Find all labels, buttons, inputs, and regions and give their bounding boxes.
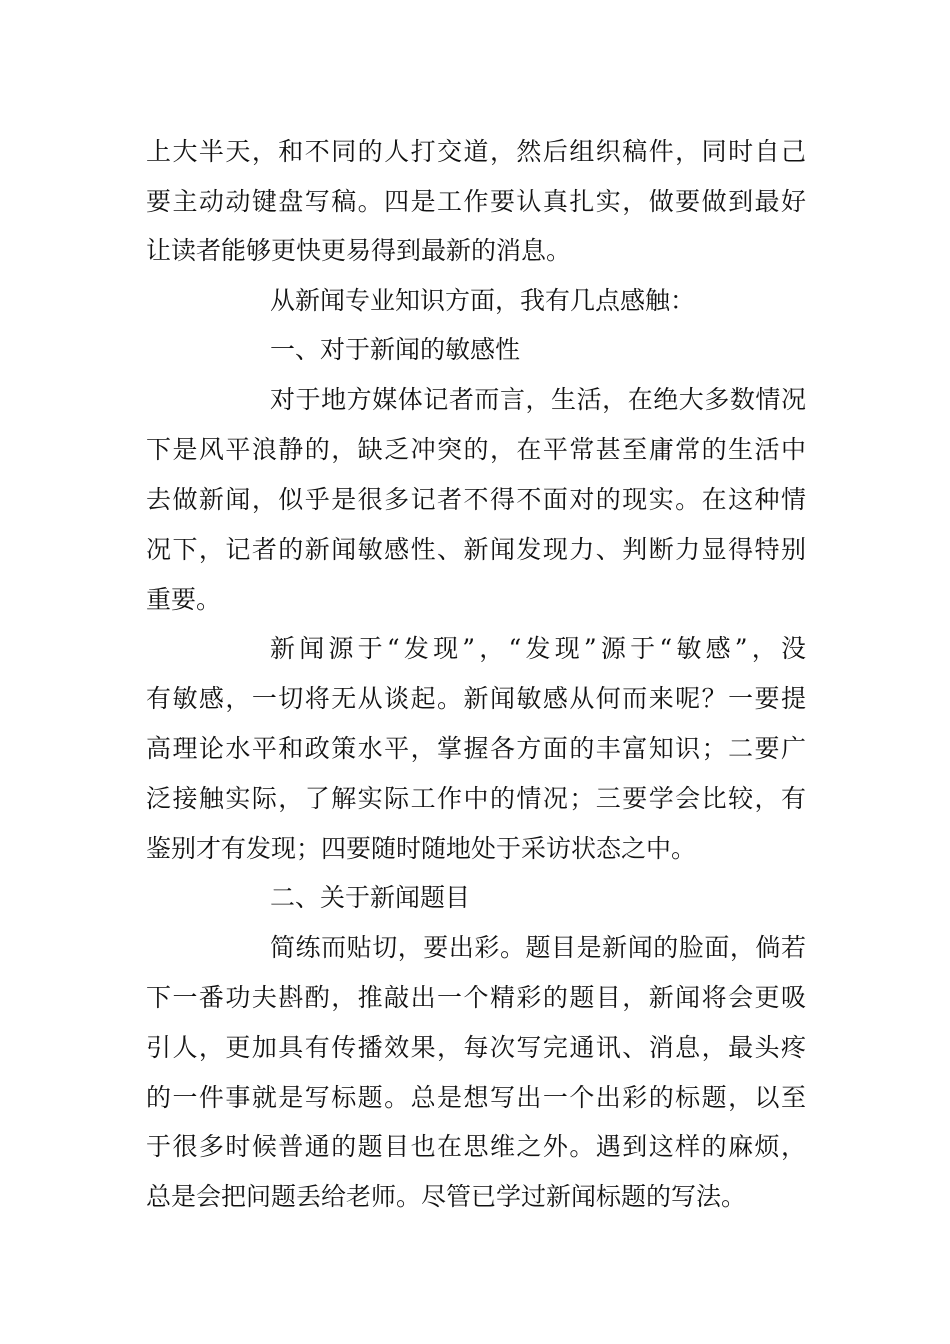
text-line: 从新闻专业知识方面，我有几点感触： xyxy=(270,286,696,315)
text-line: 新闻源于“发现”，“发现”源于“敏感”，没 xyxy=(270,634,806,663)
text-line: 简练而贴切，要出彩。题目是新闻的脸面，倘若 xyxy=(270,933,806,962)
text-line: 重要。 xyxy=(146,585,222,614)
text-line: 有敏感，一切将无从谈起。新闻敏感从何而来呢？一要提 xyxy=(146,684,806,713)
text-line: 要主动动键盘写稿。四是工作要认真扎实，做要做到最好 xyxy=(146,187,806,216)
text-line: 下是风平浪静的，缺乏冲突的，在平常甚至庸常的生活中 xyxy=(146,435,806,464)
text-line: 泛接触实际，了解实际工作中的情况；三要学会比较，有 xyxy=(146,784,806,813)
text-line: 上大半天，和不同的人打交道，然后组织稿件，同时自己 xyxy=(146,137,806,166)
text-line: 对于地方媒体记者而言，生活，在绝大多数情况 xyxy=(270,385,806,414)
section-heading: 二、关于新闻题目 xyxy=(270,883,471,912)
text-line: 鉴别才有发现；四要随时随地处于采访状态之中。 xyxy=(146,834,697,863)
text-line: 况下，记者的新闻敏感性、新闻发现力、判断力显得特别 xyxy=(146,535,806,564)
text-line: 去做新闻，似乎是很多记者不得不面对的现实。在这种情 xyxy=(146,485,806,514)
text-line: 引人，更加具有传播效果，每次写完通讯、消息，最头疼 xyxy=(146,1033,806,1062)
text-line: 让读者能够更快更易得到最新的消息。 xyxy=(146,236,572,265)
section-heading: 一、对于新闻的敏感性 xyxy=(270,335,521,364)
text-line: 的一件事就是写标题。总是想写出一个出彩的标题，以至 xyxy=(146,1083,806,1112)
text-line: 总是会把问题丢给老师。尽管已学过新闻标题的写法。 xyxy=(146,1182,747,1211)
text-line: 于很多时候普通的题目也在思维之外。遇到这样的麻烦， xyxy=(146,1132,806,1161)
text-line: 高理论水平和政策水平，掌握各方面的丰富知识；二要广 xyxy=(146,734,806,763)
text-line: 下一番功夫斟酌，推敲出一个精彩的题目，新闻将会更吸 xyxy=(146,983,806,1012)
